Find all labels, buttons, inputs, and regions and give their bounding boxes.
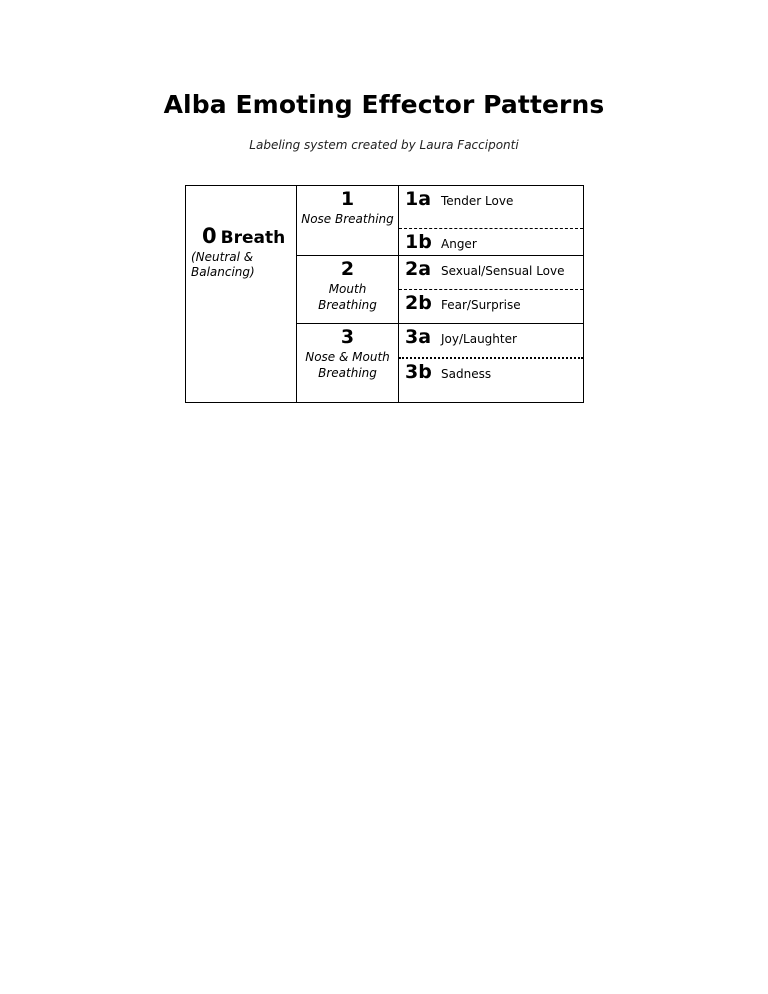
pattern-code: 2b xyxy=(405,292,432,314)
group-number: 2 xyxy=(340,258,355,280)
group-number: 1 xyxy=(340,188,355,210)
pattern-emotion: Sadness xyxy=(441,367,492,381)
breath-number: 0 xyxy=(202,224,217,248)
pattern-emotion: Anger xyxy=(441,237,477,251)
group-number: 3 xyxy=(340,326,355,348)
group-cell-3 xyxy=(297,324,399,402)
pattern-row-1b xyxy=(399,229,583,256)
group-cell-1 xyxy=(297,186,399,256)
group-cell-2 xyxy=(297,256,399,324)
page-title: Alba Emoting Effector Patterns xyxy=(163,90,605,119)
pattern-row-1a xyxy=(399,186,583,229)
group-label: Mouth Breathing xyxy=(318,282,377,312)
pattern-code: 3b xyxy=(405,361,432,383)
page-subtitle: Labeling system created by Laura Facciponti xyxy=(249,138,519,152)
pattern-emotion: Fear/Surprise xyxy=(441,298,521,312)
pattern-code: 1b xyxy=(405,231,432,253)
effector-pattern-table xyxy=(185,185,584,403)
pattern-row-2b xyxy=(399,290,583,324)
group-label: Nose Breathing xyxy=(301,212,394,226)
group-label: Nose & Mouth Breathing xyxy=(305,350,390,380)
pattern-emotion: Tender Love xyxy=(441,194,514,208)
pattern-code: 2a xyxy=(405,258,432,280)
breath-description: (Neutral & Balancing) xyxy=(191,250,255,279)
pattern-code: 1a xyxy=(405,188,432,210)
breath-word: Breath xyxy=(220,228,286,248)
breath-cell xyxy=(186,186,297,402)
pattern-row-3b xyxy=(399,359,583,402)
pattern-emotion: Joy/Laughter xyxy=(441,332,517,346)
pattern-row-2a xyxy=(399,256,583,290)
pattern-row-3a xyxy=(399,324,583,359)
pattern-emotion: Sexual/Sensual Love xyxy=(441,264,565,278)
pattern-code: 3a xyxy=(405,326,432,348)
